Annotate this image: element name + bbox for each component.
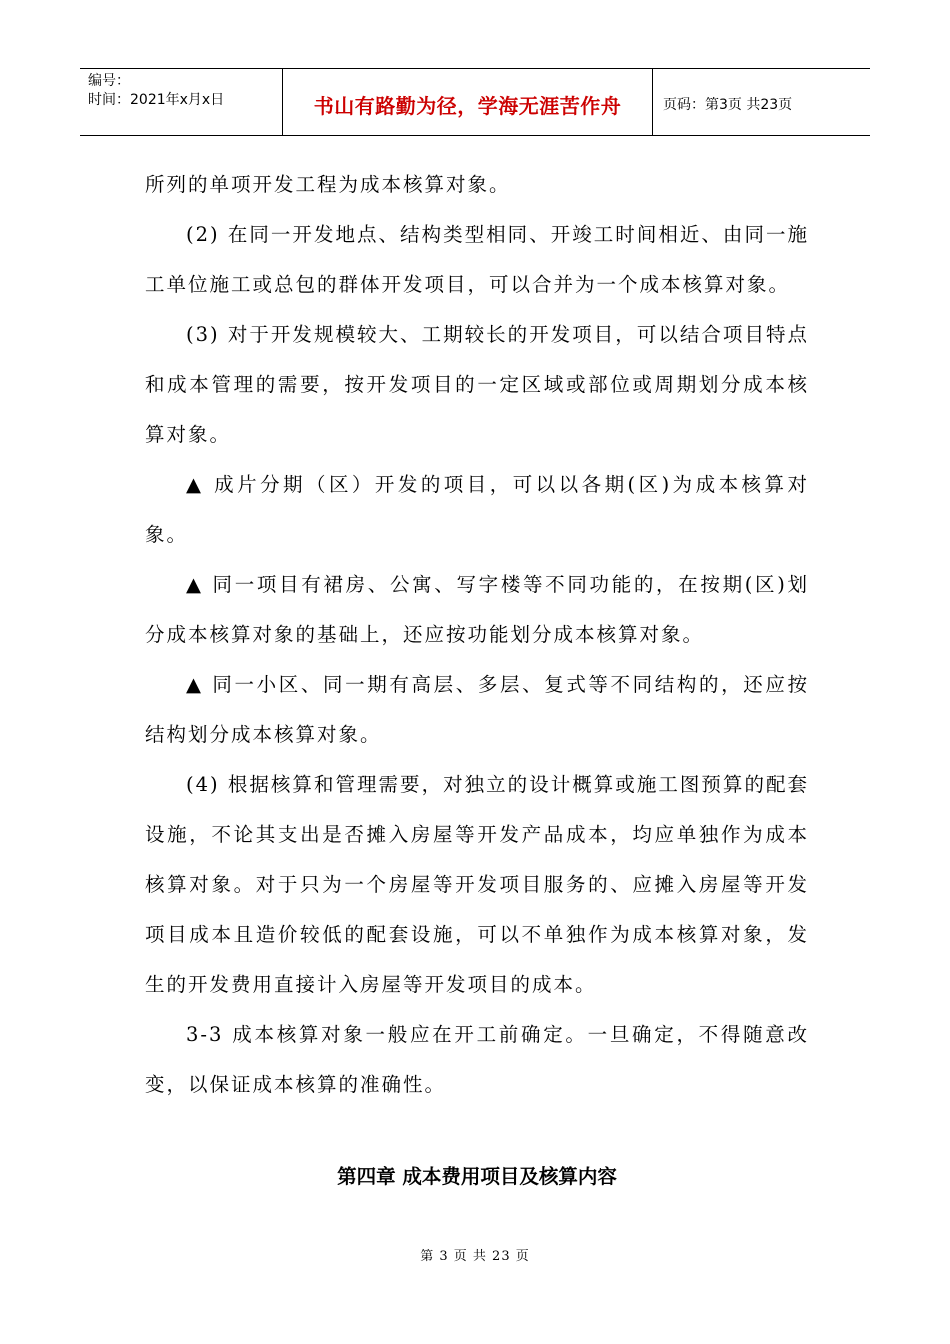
header-page-info: 页码：第3页 共23页	[663, 97, 793, 113]
body-paragraph: 3-3 成本核算对象一般应在开工前确定。一旦确定，不得随意改变，以保证成本核算的准确性。	[145, 1023, 809, 1096]
bullet-paragraph: ▲ 成片分期（区）开发的项目，可以以各期(区)为成本核算对象。	[145, 473, 809, 546]
header-page-cell	[653, 69, 870, 135]
header-motto-cell	[283, 69, 653, 135]
page-footer: 第 3 页 共 23 页	[420, 1249, 530, 1264]
bullet-paragraph: ▲ 同一小区、同一期有高层、多层、复式等不同结构的，还应按结构划分成本核算对象。	[145, 673, 809, 746]
header-meta-cell	[80, 69, 283, 135]
bullet-paragraph: ▲ 同一项目有裙房、公寓、写字楼等不同功能的，在按期(区)划分成本核算对象的基础上，还应按功能划分成本核算对象。	[145, 573, 809, 646]
page-header	[80, 68, 870, 136]
document-body	[145, 160, 809, 1110]
header-motto: 书山有路勤为径，学海无涯苦作舟	[313, 93, 622, 118]
body-paragraph: 所列的单项开发工程为成本核算对象。	[145, 173, 511, 196]
document-date: 时间：2021年x月x日	[88, 92, 225, 108]
body-paragraph: (2) 在同一开发地点、结构类型相同、开竣工时间相近、由同一施工单位施工或总包的群体开发项目，可以合并为一个成本核算对象。	[145, 223, 809, 296]
body-paragraph: (4) 根据核算和管理需要，对独立的设计概算或施工图预算的配套设施，不论其支出是否摊入房屋等开发产品成本，均应单独作为成本核算对象。对于只为一个房屋等开发项目服务的、应摊入房屋等开发项目成本且造价较低的配套设施，可以不单独作为成本核算对象，发生的开发费用直接计入房屋等开发项目的成本。	[145, 773, 809, 996]
chapter-title: 第四章 成本费用项目及核算内容	[337, 1165, 617, 1188]
body-paragraph: (3) 对于开发规模较大、工期较长的开发项目，可以结合项目特点和成本管理的需要，按开发项目的一定区域或部位或周期划分成本核算对象。	[145, 323, 809, 446]
document-number: 编号：	[88, 73, 130, 89]
